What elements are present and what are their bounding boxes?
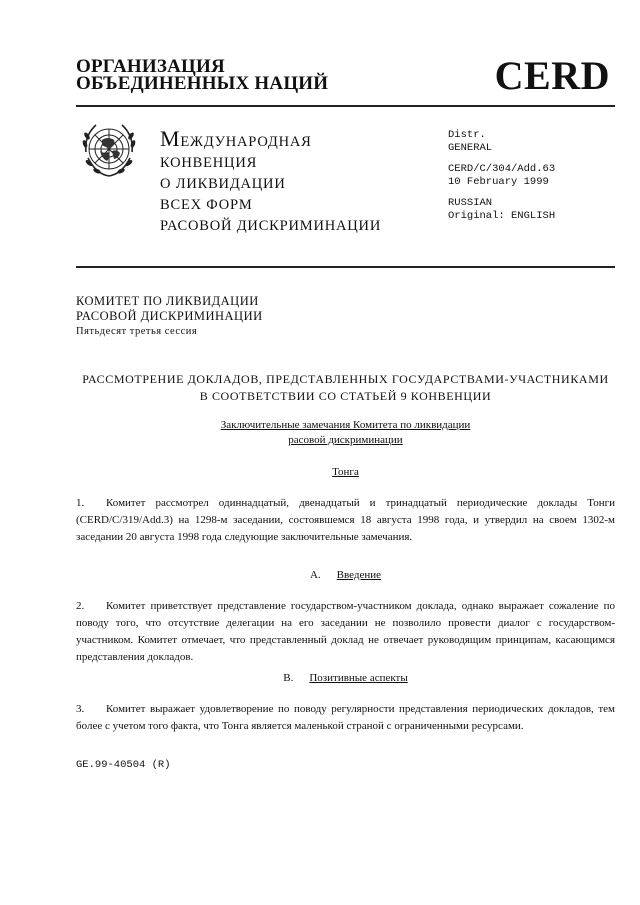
top-divider [76,105,615,107]
section-label: A. [309,569,321,581]
paragraph-text: Комитет приветствует представление государством-участником доклада, однако выражает сожаление по поводу того, что отсутствие делегации на его заседании не позволило провести диалог с государством-участником. Комитет отмечает, что представленный доклад не отвечает руководящим принципам, касающимся представления докладов. [76,600,615,663]
organization-line-1: ОРГАНИЗАЦИЯ [76,56,225,77]
convention-line-1-rest: ЕЖДУНАРОДНАЯ [180,134,312,150]
document-code: CERD [494,53,610,98]
distribution-value: GENERAL [448,141,493,154]
paragraph-number: 1. [76,497,85,509]
subtitle-line-2: расовой дискриминации [288,434,403,446]
committee-block [76,294,263,339]
country-heading [76,465,615,479]
paragraph-text: Комитет выражает удовлетворение по поводу регулярности представления периодических докладов, тем более с учетом того факта, что Тонга является маленькой страной с ограниченными ресурсами. [76,703,615,732]
section-title: Введение [336,569,382,581]
committee-line-2: РАСОВОЙ ДИСКРИМИНАЦИИ [76,309,263,323]
title-line-2: В СООТВЕТСТВИИ СО СТАТЬЕЙ 9 КОНВЕНЦИИ [199,389,492,403]
paragraph-1 [76,495,615,546]
subtitle-line-1: Заключительные замечания Комитета по ликвидации [220,419,471,431]
document-date: 10 February 1999 [448,175,549,188]
paragraph-3 [76,701,615,735]
document-language: RUSSIAN [448,197,493,209]
paragraph-2 [76,598,615,666]
convention-line-3: О ЛИКВИДАЦИИ [160,176,286,192]
un-emblem-icon [76,118,142,184]
footer-job-number: GE.99-40504 (R) [76,759,171,771]
distribution-label: Distr. [448,129,486,141]
section-a-heading [76,568,615,582]
organization-line-2: ОБЪЕДИНЕННЫХ НАЦИЙ [76,73,329,94]
convention-line-2: КОНВЕНЦИЯ [160,155,258,171]
paragraph-text: Комитет рассмотрел одиннадцатый, двенадцатый и тринадцатый периодические доклады Тонги (CERD/C/319/Add.3) на 1298-м заседании, состоявшемся 18 августа 1998 года, и утвердил на своем 1302-м заседании 20 августа 1998 года следующие заключительные замечания. [76,497,615,543]
convention-initial: М [160,126,181,151]
document-subtitle [76,418,615,448]
header-divider [76,266,615,268]
paragraph-number: 2. [76,600,85,612]
session-name: Пятьдесят третья сессия [76,326,198,337]
convention-line-1 [160,128,381,153]
original-language: Original: ENGLISH [448,209,556,222]
section-title: Позитивные аспекты [309,672,408,684]
document-symbol: CERD/C/304/Add.63 [448,163,556,175]
section-label: B. [283,672,294,684]
convention-line-4: ВСЕХ ФОРМ [160,197,253,213]
organization-name [76,58,328,92]
document-metadata [448,129,555,222]
committee-line-1: КОМИТЕТ ПО ЛИКВИДАЦИИ [76,294,259,308]
title-line-1: РАССМОТРЕНИЕ ДОКЛАДОВ, ПРЕДСТАВЛЕННЫХ ГОСУДАРСТВАМИ-УЧАСТНИКАМИ [82,372,609,386]
section-b-heading [76,671,615,685]
convention-title [160,128,381,237]
convention-line-5: РАСОВОЙ ДИСКРИМИНАЦИИ [160,218,382,234]
paragraph-number: 3. [76,703,85,715]
country-name: Тонга [332,466,359,478]
document-title [76,371,615,405]
